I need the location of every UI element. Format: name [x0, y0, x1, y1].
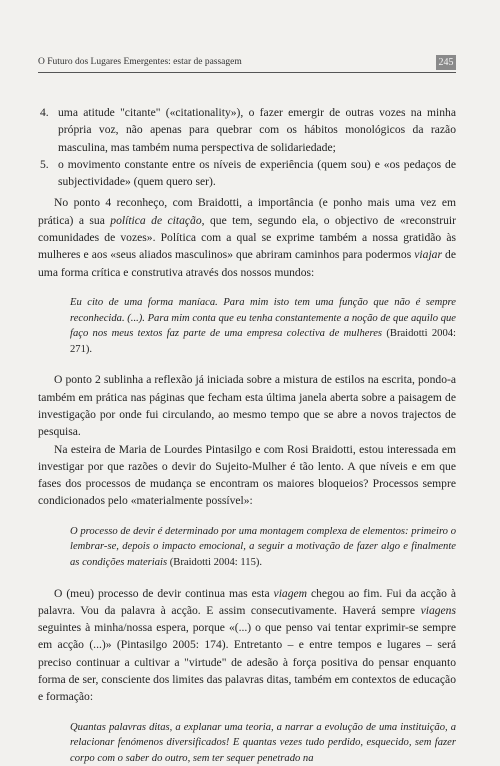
emphasis: viajar	[414, 248, 442, 262]
list-item	[38, 156, 456, 191]
paragraph-pintasilgo: Na esteira de Maria de Lourdes Pintasilgo e com Rosi Braidotti, estou interessada em investigar por que razões o devir do Sujeito-Mulher é tão lento. A que níveis e em que fases dos processos de mudança se encontram os maiores bloqueios? Processos sempre condicionados pelo «materialmente possível»:	[38, 442, 456, 508]
paragraph-point-2: O ponto 2 sublinha a reflexão já iniciada sobre a mistura de estilos na escrita, pondo-a também em prática nas páginas que fecham esta última janela aberta sobre a paisagem de investigação por onde fui circulando, ao mesmo tempo que se abre a novos trajectos de pesquisa.	[38, 373, 456, 439]
list-item-text: uma atitude "citante" («citationality»), o fazer emergir de outras vozes na minha própria voz, não apenas para quebrar com os hábitos monológicos da razão masculina, mas também numa perspectiva de solidariedade;	[58, 106, 456, 154]
paragraph-becoming-process: O (meu) processo de devir continua mas esta viagem chegou ao fim. Fui da acção à palavra. Vou da palavra à acção. E assim consecutivamente. Haverá sempre viagens seguintes à minha/nossa espera, porque «(...) o que penso vai tentar exprimir-se sempre em acção (...)» (Pintasilgo 2005: 174). Entretanto – e entre tempos e lugares – será preciso continuar a cultivar a "virtude" de adesão à força positiva do pensar enquanto forma de ser, consciente dos limites das palavras ditas, também em contextos de educação e formação:	[38, 586, 456, 704]
emphasis: viagens	[420, 603, 456, 617]
block-quote-braidotti-2: O processo de devir é determinado por uma montagem complexa de elementos: primeiro o lembrar-se, depois o impacto emocional, a seguir a motivação de fazer algo e finalmente as condições materiais (Braidotti 2004: 115).	[70, 525, 456, 568]
page-body	[38, 104, 456, 766]
block-quote-pintasilgo: Quantas palavras ditas, a explanar uma teoria, a narrar a evolução de uma instituição, a relacionar fenómenos diversificados! E quantas vezes tudo perdido, esquecido, sem fazer corpo com o saber do outro, sem ter sequer penetrado na	[70, 721, 456, 764]
list-item-number: 5.	[40, 157, 49, 171]
running-header-title: O Futuro dos Lugares Emergentes: estar de passagem	[38, 57, 242, 67]
block-quote-braidotti-1: Eu cito de uma forma maníaca. Para mim isto tem uma função que não é sempre reconhecida. (...). Para mim conta que eu tenha constantemente a noção de que aquilo que faço nos meus textos faz parte de uma empresa colectiva de mulheres (Braidotti 2004: 271).	[70, 296, 456, 355]
paragraph-citation-politics: No ponto 4 reconheço, com Braidotti, a importância (e ponho mais uma vez em prática) a sua política de citação, que tem, segundo ela, o objectivo de «reconstruir comunidades de vozes». Política com a qual se exprime também a nossa gratidão às mulheres e aos «seus aliados masculinos» que abriram caminhos para podermos viajar de uma forma crítica e construtiva através dos nossos mundos:	[38, 196, 456, 279]
list-item-number: 4.	[40, 106, 49, 119]
page-number: 245	[436, 55, 456, 70]
quote-citation: (Braidotti 2004: 271).	[70, 328, 456, 355]
emphasis: política de citação	[110, 213, 202, 227]
list-item	[38, 104, 456, 156]
running-header	[38, 56, 456, 73]
emphasis: viagem	[273, 586, 308, 600]
quote-citation: (Braidotti 2004: 115).	[167, 556, 263, 568]
list-item-text: o movimento constante entre os níveis de experiência (quem sou) e «os pedaços de subjectividade» (quem quero ser).	[58, 157, 456, 189]
